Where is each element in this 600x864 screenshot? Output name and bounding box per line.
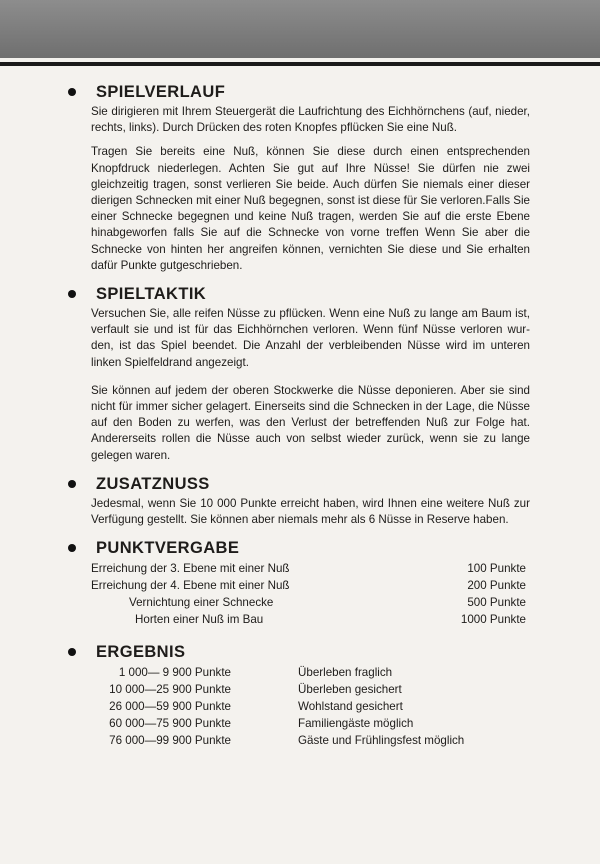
points-table	[68, 560, 530, 628]
heading-text: PUNKTVERGABE	[96, 539, 240, 558]
section-heading	[68, 538, 530, 558]
section-zusatznuss	[68, 474, 530, 528]
result-row	[91, 715, 530, 732]
section-ergebnis	[68, 642, 530, 749]
header-band	[0, 0, 600, 58]
result-row	[91, 732, 530, 749]
paragraph: Versuchen Sie, alle reifen Nüsse zu pflücken. Wenn eine Nuß zu lange am Baum ist, verfault sie und ist für das Eichhörnchen verloren. Wenn fünf Nüsse verloren wur-den, ist das Spiel beendet. Die Anzahl der verbleibenden Nüsse wird im unteren linken Spielfeldrand angezeigt.	[91, 307, 530, 369]
points-row	[91, 560, 530, 577]
bullet-icon	[68, 480, 76, 488]
result-description: Überleben fraglich	[298, 666, 393, 680]
bullet-icon	[68, 88, 76, 96]
points-value: 100 Punkte	[467, 562, 526, 576]
result-range: 60 000—75 900 Punkte	[109, 717, 231, 731]
points-value: 1000 Punkte	[460, 613, 526, 627]
result-range: 76 000—99 900 Punkte	[109, 734, 231, 748]
section-spieltaktik	[68, 284, 530, 464]
paragraph: Tragen Sie bereits eine Nuß, können Sie diese durch einen entsprechenden Knopfdruck niederlegen. Achten Sie gut auf Ihre Nüsse! Sie dürfen nie zwei gleichzeitig tragen, sonst verlieren Sie beide. Auch dürfen Sie niemals einer dieser dierigen Schnecken mit einer Nuß begegnen, sonst ist diese für Sie verloren.Falls Sie einer Schnecke begegnen und keine Nuß tragen, werden Sie auf die erste Ebene hinabgeworfen falls Sie auf die Schnecke von vorne treffen Wenn Sie aber die Schnecke von hinten her angreifen können, vernichten Sie diese und Sie erhalten dafür Punkte gutgeschrieben.	[91, 145, 530, 272]
points-value: 500 Punkte	[467, 596, 526, 610]
paragraph: Sie dirigieren mit Ihrem Steuergerät die Laufrichtung des Eichhörnchens (auf, nieder, rechts, links). Durch Drücken des roten Knopfes pflücken Sie eine Nuß.	[91, 105, 530, 135]
section-heading	[68, 82, 530, 102]
bullet-icon	[68, 290, 76, 298]
points-label: Horten einer Nuß im Bau	[135, 613, 264, 627]
heading-text: SPIELVERLAUF	[96, 83, 226, 101]
section-heading	[68, 642, 530, 662]
paragraph: Sie können auf jedem der oberen Stockwerke die Nüsse deponieren. Aber sie sind nicht für immer sicher gelagert. Einerseits sind die Schnecken in der Lage, die Nüsse auf den Boden zu werfen, was den Verlust der betreffenden Nuß zur Folge hat. Andererseits rollen die Nüsse auch von selbst wieder zurück, wenn sie zu lange gelegen waren.	[91, 383, 530, 462]
points-value: 200 Punkte	[467, 579, 526, 593]
heading-text: SPIELTAKTIK	[96, 285, 207, 304]
result-range: 10 000—25 900 Punkte	[109, 683, 231, 697]
result-range: 26 000—59 900 Punkte	[109, 700, 231, 714]
result-description: Gäste und Frühlingsfest möglich	[298, 734, 465, 748]
results-table	[68, 664, 530, 749]
points-label: Erreichung der 4. Ebene mit einer Nuß	[91, 579, 290, 593]
bullet-icon	[68, 544, 76, 552]
points-row	[91, 594, 530, 611]
result-range: 1 000— 9 900 Punkte	[118, 666, 231, 680]
document-body	[68, 82, 530, 759]
heading-text: ERGEBNIS	[96, 643, 186, 662]
section-punktvergabe	[68, 538, 530, 628]
bullet-icon	[68, 648, 76, 656]
result-row	[91, 681, 530, 698]
result-row	[91, 698, 530, 715]
section-heading	[68, 474, 530, 494]
section-heading	[68, 284, 530, 304]
paragraph: Jedesmal, wenn Sie 10 000 Punkte erreicht haben, wird Ihnen eine weitere Nuß zur Verfügung gestellt. Sie können aber niemals mehr als 6 Nüsse in Reserve haben.	[91, 496, 530, 527]
points-row	[91, 577, 530, 594]
heading-text: ZUSATZNUSS	[96, 474, 210, 493]
result-row	[91, 664, 530, 681]
result-description: Wohlstand gesichert	[298, 700, 403, 714]
points-label: Vernichtung einer Schnecke	[129, 596, 274, 610]
result-description: Überleben gesichert	[298, 683, 402, 697]
points-label: Erreichung der 3. Ebene mit einer Nuß	[91, 562, 290, 576]
result-description: Familiengäste möglich	[298, 717, 414, 731]
section-spielverlauf	[68, 82, 530, 274]
header-rule	[0, 62, 600, 66]
points-row	[91, 611, 530, 628]
